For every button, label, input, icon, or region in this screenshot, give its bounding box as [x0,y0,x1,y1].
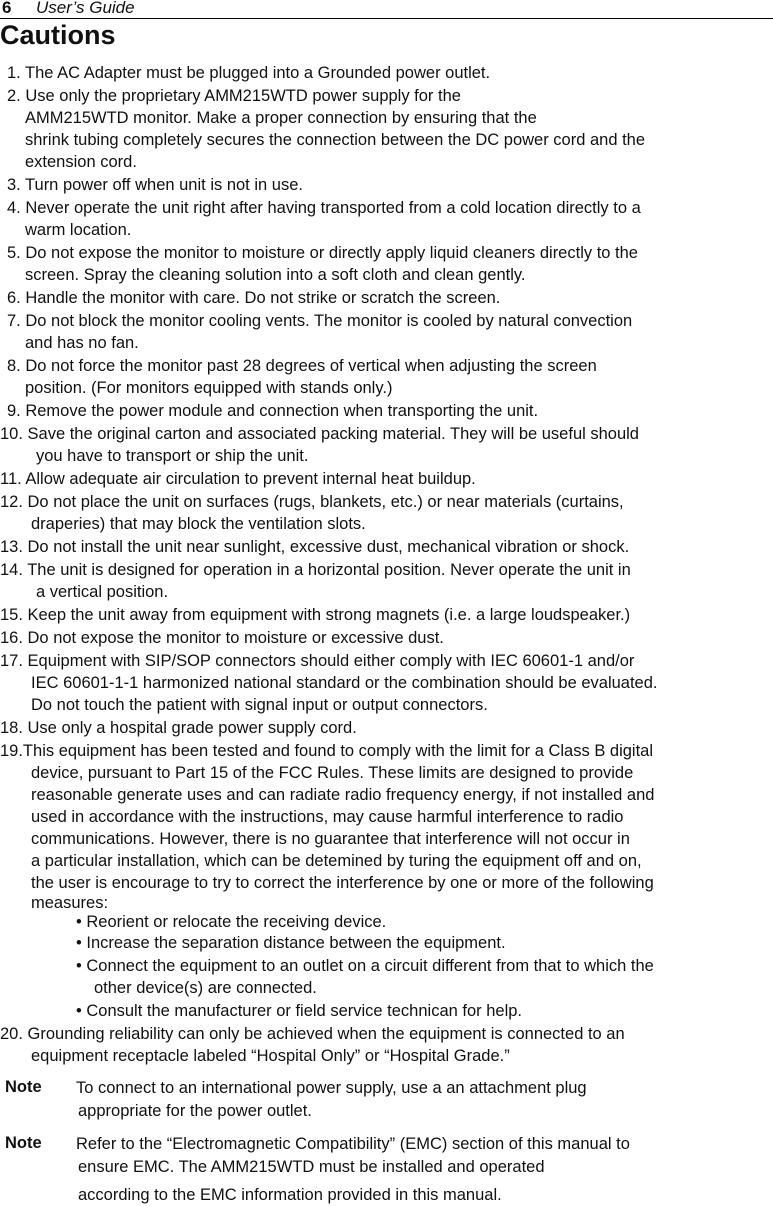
list-item: 1. The AC Adapter must be plugged into a Grounded power outlet. [7,64,491,82]
list-item: 5. Do not expose the monitor to moisture or directly apply liquid cleaners directly to the [7,244,638,262]
bullet-item: • Increase the separation distance between the equipment. [76,934,506,952]
list-item: 15. Keep the unit away from equipment with strong magnets (i.e. a large loudspeaker.) [0,606,631,624]
note-text: To connect to an international power supply, use a an attachment plug [76,1079,587,1097]
list-item-continuation: equipment receptacle labeled “Hospital Only” or “Hospital Grade.” [31,1047,510,1065]
list-item: 4. Never operate the unit right after having transported from a cold location directly to a [7,199,641,217]
list-item-continuation: used in accordance with the instructions, may cause harmful interference to radio [31,808,624,826]
list-item-continuation: a particular installation, which can be detemined by turing the equipment off and on, [31,852,642,870]
note-text: ensure EMC. The AMM215WTD must be installed and operated [78,1158,545,1176]
note-label: Note [5,1134,42,1152]
list-item: 6. Handle the monitor with care. Do not strike or scratch the screen. [7,289,501,307]
list-item-continuation: communications. However, there is no guarantee that interference will not occur in [31,830,630,848]
list-item: 3. Turn power off when unit is not in use. [7,176,303,194]
list-item: 20. Grounding reliability can only be achieved when the equipment is connected to an [0,1025,625,1043]
list-item: 13. Do not install the unit near sunlight, excessive dust, mechanical vibration or shock. [0,538,630,556]
list-item-continuation: the user is encourage to try to correct the interference by one or more of the following [31,874,654,892]
list-item: 12. Do not place the unit on surfaces (rugs, blankets, etc.) or near materials (curtains, [0,493,624,511]
page-title: Cautions [0,20,116,50]
list-item-continuation: warm location. [25,221,132,239]
list-item: 11. Allow adequate air circulation to prevent internal heat buildup. [0,470,476,488]
list-item: 16. Do not expose the monitor to moisture or excessive dust. [0,629,444,647]
list-item-continuation: Do not touch the patient with signal input or output connectors. [31,696,488,714]
bullet-item: • Consult the manufacturer or field service technican for help. [76,1002,522,1020]
list-item: 18. Use only a hospital grade power supply cord. [0,719,357,737]
list-item-continuation: you have to transport or ship the unit. [36,447,309,465]
list-item-continuation: device, pursuant to Part 15 of the FCC Rules. These limits are designed to provide [31,764,634,782]
note-text: Refer to the “Electromagnetic Compatibility” (EMC) section of this manual to [76,1135,630,1153]
list-item-continuation: shrink tubing completely secures the connection between the DC power cord and the [25,131,646,149]
list-item-continuation: a vertical position. [36,583,169,601]
list-item-continuation: screen. Spray the cleaning solution into a soft cloth and clean gently. [25,266,526,284]
list-item: 9. Remove the power module and connection when transporting the unit. [7,402,539,420]
list-item: 19.This equipment has been tested and found to comply with the limit for a Class B digital [0,742,654,760]
note-label: Note [5,1078,42,1096]
list-item-continuation: draperies) that may block the ventilation slots. [31,515,366,533]
note-text: appropriate for the power outlet. [78,1102,312,1120]
list-item: 10. Save the original carton and associated packing material. They will be useful should [0,425,639,443]
list-item: 14. The unit is designed for operation in a horizontal position. Never operate the unit in [0,561,631,579]
list-item: 8. Do not force the monitor past 28 degrees of vertical when adjusting the screen [7,357,597,375]
list-item: 17. Equipment with SIP/SOP connectors should either comply with IEC 60601-1 and/or [0,652,635,670]
page-header [0,0,773,19]
list-item-continuation: and has no fan. [25,334,139,352]
guide-title: User’s Guide [36,0,135,17]
list-item-continuation: extension cord. [25,153,137,171]
list-item-continuation: measures: [31,894,109,912]
bullet-item-continuation: other device(s) are connected. [94,979,317,997]
note-text: according to the EMC information provided in this manual. [78,1186,502,1204]
list-item: 7. Do not block the monitor cooling vents. The monitor is cooled by natural convection [7,312,633,330]
list-item-continuation: reasonable generate uses and can radiate radio frequency energy, if not installed and [31,786,655,804]
list-item-continuation: AMM215WTD monitor. Make a proper connection by ensuring that the [25,109,537,127]
page-number: 6 [2,0,12,17]
bullet-item: • Connect the equipment to an outlet on a circuit different from that to which the [76,957,654,975]
bullet-item: • Reorient or relocate the receiving device. [76,913,387,931]
list-item: 2. Use only the proprietary AMM215WTD power supply for the [7,87,461,105]
list-item-continuation: position. (For monitors equipped with stands only.) [25,379,393,397]
list-item-continuation: IEC 60601-1-1 harmonized national standard or the combination should be evaluated. [31,674,658,692]
